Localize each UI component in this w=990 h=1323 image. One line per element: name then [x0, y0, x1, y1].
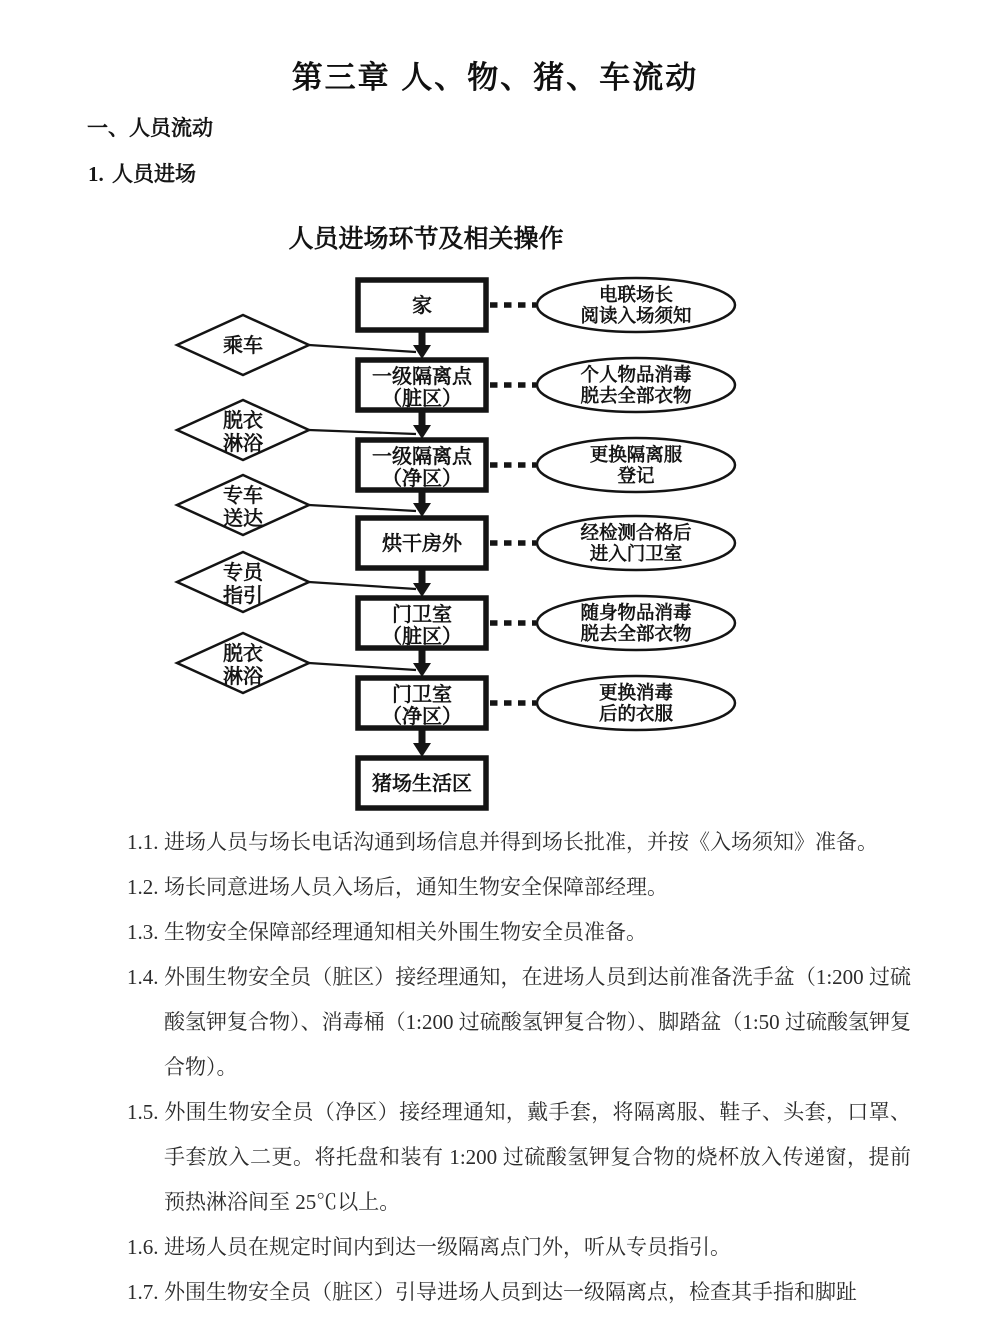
- paragraph-number: 1.1.: [127, 830, 159, 854]
- flow-node-label: 随身物品消毒: [580, 602, 692, 623]
- process-box-labels: [372, 293, 473, 795]
- flow-node-label: 登记: [617, 465, 655, 486]
- flowchart: [148, 210, 798, 814]
- paragraph-text: 外围生物安全员（脏区）接经理通知，在进场人员到达前准备洗手盆（1:200 过硫酸氢钾复合物）、消毒桶（1:200 过硫酸氢钾复合物）、脚踏盆（1:50 过硫酸氢钾复合物）。: [164, 965, 911, 1079]
- paragraph: [127, 1270, 911, 1315]
- flow-node-label: 淋浴: [223, 433, 263, 455]
- connector-line: [309, 663, 416, 670]
- connector-line: [309, 582, 416, 589]
- connector-line: [309, 505, 416, 511]
- flow-node-label: （脏区）: [382, 626, 462, 648]
- flow-node-label: （净区）: [382, 706, 462, 728]
- paragraph-number: 1.3.: [127, 920, 159, 944]
- flow-node-label: 送达: [223, 508, 263, 530]
- flow-node-label: 进入门卫室: [589, 543, 683, 564]
- paragraph: [127, 820, 911, 865]
- flow-node-label: 猪场生活区: [372, 773, 472, 795]
- flow-node-label: 指引: [223, 585, 263, 607]
- flow-node-label: （净区）: [382, 468, 462, 490]
- flow-node-label: 专员: [223, 562, 263, 584]
- flow-node-label: 后的衣服: [598, 703, 674, 724]
- flow-node-label: 淋浴: [223, 666, 263, 688]
- flow-node-label: 一级隔离点: [372, 366, 472, 388]
- flow-node-label: （脏区）: [382, 388, 462, 410]
- dotted-connectors: [490, 305, 536, 703]
- flow-node-label: 门卫室: [392, 684, 452, 706]
- paragraph: [127, 955, 911, 1090]
- page-title: 第三章 人、物、猪、车流动: [291, 60, 699, 95]
- flow-node-label: 乘车: [223, 335, 263, 357]
- annotation-ellipses: [537, 278, 735, 730]
- flow-node-label: 脱衣: [223, 410, 263, 432]
- paragraph-text: 场长同意进场人员入场后，通知生物安全保障部经理。: [164, 875, 668, 899]
- flow-node-label: 更换消毒: [598, 682, 674, 703]
- flow-node-label: 专车: [223, 485, 263, 507]
- flowchart-title: 人员进场环节及相关操作: [288, 225, 564, 253]
- connector-line: [309, 430, 416, 434]
- paragraph-number: 1.5.: [127, 1100, 159, 1124]
- flow-node-label: 一级隔离点: [372, 446, 472, 468]
- flow-node-label: 脱衣: [223, 643, 263, 665]
- paragraph: [127, 910, 911, 955]
- flow-node-label: 门卫室: [392, 604, 452, 626]
- section-heading: 一、人员流动: [87, 116, 213, 140]
- flow-node-label: 脱去全部衣物: [580, 623, 692, 644]
- flow-node-label: 烘干房外: [382, 533, 462, 555]
- paragraph-text: 进场人员在规定时间内到达一级隔离点门外，听从专员指引。: [164, 1235, 731, 1259]
- paragraph-number: 1.6.: [127, 1235, 159, 1259]
- flow-node-label: 家: [412, 295, 432, 317]
- paragraph: [127, 1225, 911, 1270]
- paragraph-text: 外围生物安全员（净区）接经理通知，戴手套，将隔离服、鞋子、头套，口罩、手套放入二更。将托盘和装有 1:200 过硫酸氢钾复合物的烧杯放入传递窗，提前预热淋浴间至 25℃以上。: [164, 1100, 911, 1214]
- flow-node-label: 经检测合格后: [580, 522, 692, 543]
- flow-node-label: 更换隔离服: [589, 444, 683, 465]
- connector-line: [309, 345, 416, 352]
- paragraph-number: 1.4.: [127, 965, 159, 989]
- subsection-number: 1.: [88, 162, 104, 186]
- flow-arrowhead: [413, 425, 431, 439]
- paragraph: [127, 865, 911, 910]
- flow-node-label: 个人物品消毒: [580, 364, 692, 385]
- flow-node-label: 阅读入场须知: [580, 305, 692, 326]
- subsection-heading: [88, 158, 196, 188]
- paragraph-text: 外围生物安全员（脏区）引导进场人员到达一级隔离点，检查其手指和脚趾: [164, 1280, 857, 1304]
- paragraph-number: 1.7.: [127, 1280, 159, 1304]
- subsection-title: 人员进场: [112, 162, 196, 186]
- annotation-ellipse-labels: [580, 284, 692, 724]
- paragraph-text: 进场人员与场长电话沟通到场信息并得到场长批准，并按《入场须知》准备。: [164, 830, 878, 854]
- flow-arrowhead: [413, 743, 431, 757]
- paragraph-number: 1.2.: [127, 875, 159, 899]
- paragraph-text: 生物安全保障部经理通知相关外围生物安全员准备。: [164, 920, 647, 944]
- body-paragraphs: [127, 820, 911, 1315]
- flow-node-label: 电联场长: [598, 284, 674, 305]
- flow-node-label: 脱去全部衣物: [580, 385, 692, 406]
- paragraph: [127, 1090, 911, 1225]
